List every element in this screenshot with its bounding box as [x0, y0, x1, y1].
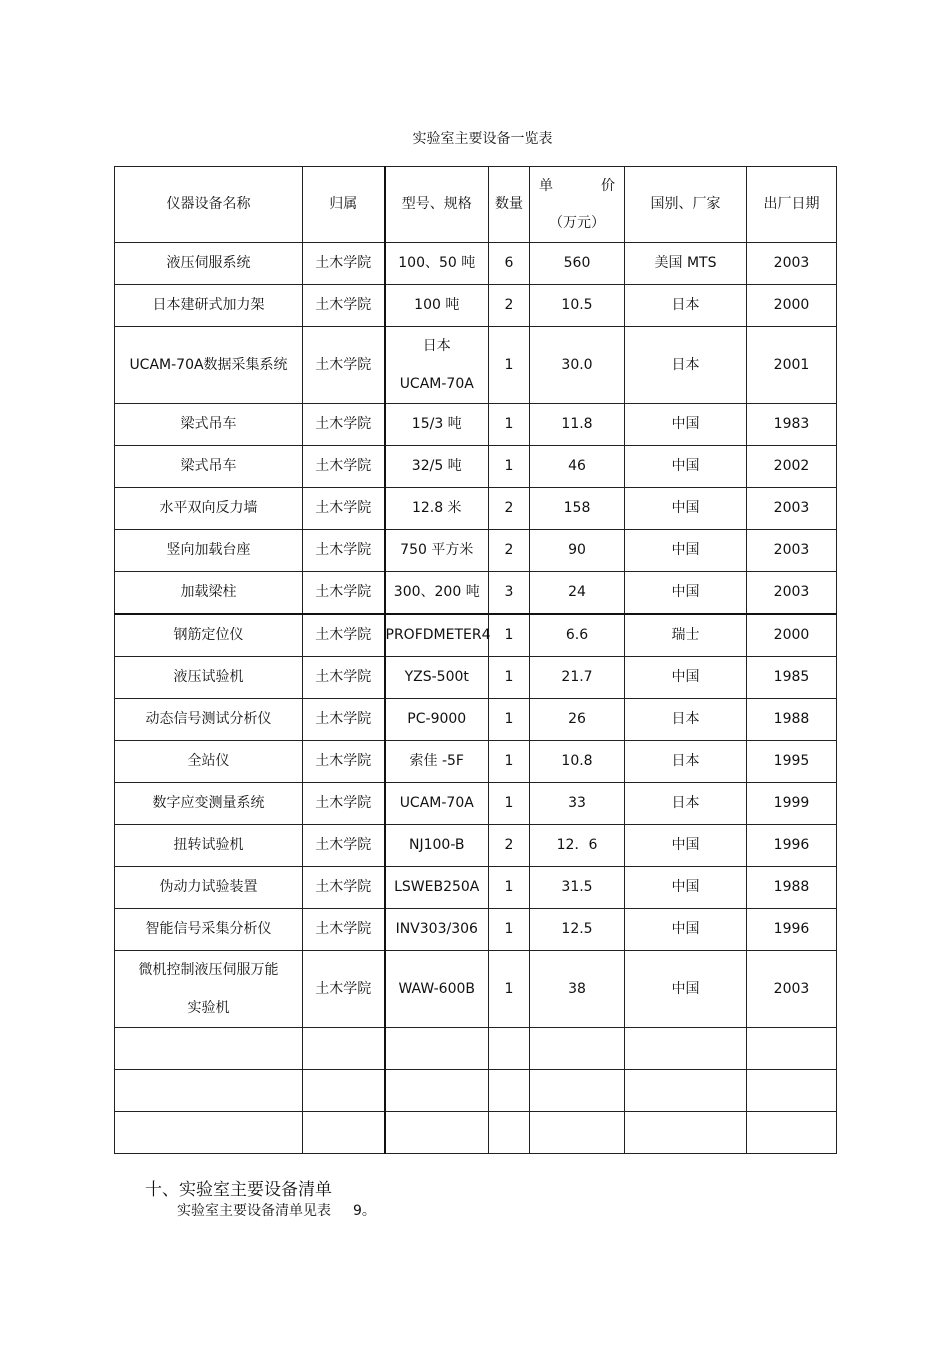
empty-cell — [303, 1070, 385, 1112]
table-row — [115, 867, 837, 909]
cell-qty: 2 — [489, 530, 530, 572]
empty-cell — [385, 1028, 489, 1070]
cell-name: 加载梁柱 — [115, 572, 303, 615]
table-row — [115, 327, 837, 404]
cell-owner: 土木学院 — [303, 446, 385, 488]
cell-name: 液压试验机 — [115, 657, 303, 699]
cell-model: NJ100-B — [385, 825, 489, 867]
cell-year: 2001 — [747, 327, 837, 404]
cell-owner: 土木学院 — [303, 404, 385, 446]
cell-year: 1999 — [747, 783, 837, 825]
cell-owner: 土木学院 — [303, 327, 385, 404]
cell-name-line2: 实验机 — [187, 1000, 230, 1016]
header-name: 仪器设备名称 — [115, 167, 303, 243]
cell-origin: 日本 — [625, 699, 747, 741]
cell-qty: 1 — [489, 867, 530, 909]
cell-price: 6.6 — [530, 614, 625, 657]
empty-cell — [530, 1070, 625, 1112]
empty-row — [115, 1112, 837, 1154]
cell-price: 31.5 — [530, 867, 625, 909]
empty-cell — [530, 1028, 625, 1070]
cell-owner: 土木学院 — [303, 783, 385, 825]
cell-price: 21.7 — [530, 657, 625, 699]
empty-cell — [303, 1112, 385, 1154]
table-row — [115, 488, 837, 530]
cell-name: 钢筋定位仪 — [115, 614, 303, 657]
cell-owner: 土木学院 — [303, 909, 385, 951]
cell-year: 2003 — [747, 572, 837, 615]
cell-price: 11.8 — [530, 404, 625, 446]
cell-qty: 6 — [489, 243, 530, 285]
header-qty: 数量 — [489, 167, 530, 243]
cell-origin: 中国 — [625, 825, 747, 867]
cell-name: 数字应变测量系统 — [115, 783, 303, 825]
table-row — [115, 285, 837, 327]
cell-origin: 日本 — [625, 327, 747, 404]
table-row — [115, 404, 837, 446]
section-body — [177, 1200, 376, 1220]
cell-name: 全站仪 — [115, 741, 303, 783]
cell-origin: 日本 — [625, 285, 747, 327]
empty-row — [115, 1070, 837, 1112]
header-origin: 国别、厂家 — [625, 167, 747, 243]
empty-cell — [625, 1070, 747, 1112]
cell-qty: 1 — [489, 404, 530, 446]
cell-price: 12．6 — [530, 825, 625, 867]
cell-year: 1983 — [747, 404, 837, 446]
cell-owner: 土木学院 — [303, 867, 385, 909]
empty-cell — [747, 1112, 837, 1154]
cell-year: 2002 — [747, 446, 837, 488]
cell-year: 2003 — [747, 243, 837, 285]
cell-name: 扭转试验机 — [115, 825, 303, 867]
cell-owner: 土木学院 — [303, 243, 385, 285]
header-price-unit: （万元） — [549, 214, 605, 231]
header-price-a: 单 — [539, 177, 553, 194]
cell-model: LSWEB250A — [385, 867, 489, 909]
header-model: 型号、规格 — [385, 167, 489, 243]
cell-model: 100 吨 — [385, 285, 489, 327]
cell-owner: 土木学院 — [303, 699, 385, 741]
cell-model: WAW-600B — [385, 951, 489, 1028]
cell-year: 1996 — [747, 909, 837, 951]
cell-year: 2003 — [747, 488, 837, 530]
cell-origin: 美国 MTS — [625, 243, 747, 285]
cell-origin: 中国 — [625, 867, 747, 909]
table-row — [115, 909, 837, 951]
empty-cell — [303, 1028, 385, 1070]
empty-cell — [385, 1112, 489, 1154]
section-title: 十、实验室主要设备清单 — [145, 1180, 332, 1200]
empty-cell — [625, 1112, 747, 1154]
cell-name: 日本建研式加力架 — [115, 285, 303, 327]
cell-origin: 中国 — [625, 909, 747, 951]
cell-qty: 1 — [489, 741, 530, 783]
cell-origin: 中国 — [625, 657, 747, 699]
cell-owner: 土木学院 — [303, 741, 385, 783]
cell-qty: 2 — [489, 825, 530, 867]
cell-year: 1995 — [747, 741, 837, 783]
header-year: 出厂日期 — [747, 167, 837, 243]
cell-model: 12.8 米 — [385, 488, 489, 530]
header-price — [530, 167, 625, 243]
cell-owner: 土木学院 — [303, 951, 385, 1028]
cell-name: 梁式吊车 — [115, 404, 303, 446]
cell-owner: 土木学院 — [303, 572, 385, 615]
cell-price: 10.8 — [530, 741, 625, 783]
cell-qty: 1 — [489, 327, 530, 404]
cell-year: 2003 — [747, 951, 837, 1028]
cell-year: 2000 — [747, 285, 837, 327]
cell-qty: 1 — [489, 951, 530, 1028]
cell-name: 智能信号采集分析仪 — [115, 909, 303, 951]
table-row — [115, 243, 837, 285]
cell-model: 100、50 吨 — [385, 243, 489, 285]
cell-model: PROFDMETER4 — [385, 614, 489, 657]
cell-model-line2: UCAM-70A — [399, 376, 474, 392]
cell-model: 索佳 -5F — [385, 741, 489, 783]
header-owner: 归属 — [303, 167, 385, 243]
cell-name: 伪动力试验装置 — [115, 867, 303, 909]
cell-qty: 3 — [489, 572, 530, 615]
cell-qty: 1 — [489, 446, 530, 488]
empty-cell — [489, 1112, 530, 1154]
cell-name: 动态信号测试分析仪 — [115, 699, 303, 741]
header-row — [115, 167, 837, 243]
empty-cell — [115, 1112, 303, 1154]
cell-year: 1985 — [747, 657, 837, 699]
cell-name-line1: 微机控制液压伺服万能 — [138, 962, 279, 978]
cell-qty: 1 — [489, 909, 530, 951]
cell-name: 水平双向反力墙 — [115, 488, 303, 530]
cell-qty: 1 — [489, 657, 530, 699]
cell-year: 2003 — [747, 530, 837, 572]
table-row — [115, 446, 837, 488]
cell-origin: 中国 — [625, 404, 747, 446]
cell-price: 46 — [530, 446, 625, 488]
cell-origin: 日本 — [625, 741, 747, 783]
cell-model: 15/3 吨 — [385, 404, 489, 446]
cell-price: 26 — [530, 699, 625, 741]
cell-owner: 土木学院 — [303, 614, 385, 657]
cell-qty: 1 — [489, 783, 530, 825]
cell-model — [385, 327, 489, 404]
table-row — [115, 783, 837, 825]
cell-price: 30.0 — [530, 327, 625, 404]
cell-model: YZS-500t — [385, 657, 489, 699]
cell-price: 12.5 — [530, 909, 625, 951]
table-row — [115, 741, 837, 783]
cell-qty: 2 — [489, 488, 530, 530]
cell-origin: 日本 — [625, 783, 747, 825]
cell-name: 竖向加载台座 — [115, 530, 303, 572]
cell-name: 梁式吊车 — [115, 446, 303, 488]
cell-name: UCAM-70A数据采集系统 — [115, 327, 303, 404]
cell-origin: 中国 — [625, 446, 747, 488]
cell-owner: 土木学院 — [303, 530, 385, 572]
table-title: 实验室主要设备一览表 — [412, 131, 553, 147]
cell-price: 10.5 — [530, 285, 625, 327]
empty-cell — [747, 1070, 837, 1112]
empty-cell — [385, 1070, 489, 1112]
empty-cell — [747, 1028, 837, 1070]
cell-model: 300、200 吨 — [385, 572, 489, 615]
cell-price: 38 — [530, 951, 625, 1028]
cell-origin: 中国 — [625, 530, 747, 572]
cell-price: 33 — [530, 783, 625, 825]
cell-owner: 土木学院 — [303, 488, 385, 530]
cell-owner: 土木学院 — [303, 285, 385, 327]
cell-model-line1: 日本 — [422, 338, 451, 354]
cell-model: UCAM-70A — [385, 783, 489, 825]
empty-row — [115, 1028, 837, 1070]
cell-price: 560 — [530, 243, 625, 285]
cell-model: INV303/306 — [385, 909, 489, 951]
cell-year: 1988 — [747, 699, 837, 741]
empty-cell — [489, 1028, 530, 1070]
equipment-table — [114, 166, 837, 1154]
table-row — [115, 657, 837, 699]
header-price-b: 价 — [601, 177, 615, 194]
cell-price: 24 — [530, 572, 625, 615]
cell-origin: 中国 — [625, 572, 747, 615]
cell-model: 750 平方米 — [385, 530, 489, 572]
cell-owner: 土木学院 — [303, 657, 385, 699]
table-row — [115, 530, 837, 572]
cell-qty: 2 — [489, 285, 530, 327]
cell-qty: 1 — [489, 614, 530, 657]
table-row — [115, 572, 837, 615]
section-body-text: 实验室主要设备清单见表 — [177, 1203, 331, 1219]
empty-cell — [625, 1028, 747, 1070]
empty-cell — [115, 1070, 303, 1112]
table-row — [115, 951, 837, 1028]
cell-year: 2000 — [747, 614, 837, 657]
cell-name: 液压伺服系统 — [115, 243, 303, 285]
section-body-number: 9。 — [353, 1203, 376, 1219]
cell-owner: 土木学院 — [303, 825, 385, 867]
empty-cell — [115, 1028, 303, 1070]
cell-price: 90 — [530, 530, 625, 572]
cell-model: PC-9000 — [385, 699, 489, 741]
cell-year: 1988 — [747, 867, 837, 909]
empty-cell — [489, 1070, 530, 1112]
cell-year: 1996 — [747, 825, 837, 867]
cell-model: 32/5 吨 — [385, 446, 489, 488]
cell-origin: 中国 — [625, 951, 747, 1028]
cell-name — [115, 951, 303, 1028]
cell-price: 158 — [530, 488, 625, 530]
empty-cell — [530, 1112, 625, 1154]
cell-qty: 1 — [489, 699, 530, 741]
table-row — [115, 825, 837, 867]
table-row — [115, 614, 837, 657]
cell-origin: 瑞士 — [625, 614, 747, 657]
cell-origin: 中国 — [625, 488, 747, 530]
table-row — [115, 699, 837, 741]
